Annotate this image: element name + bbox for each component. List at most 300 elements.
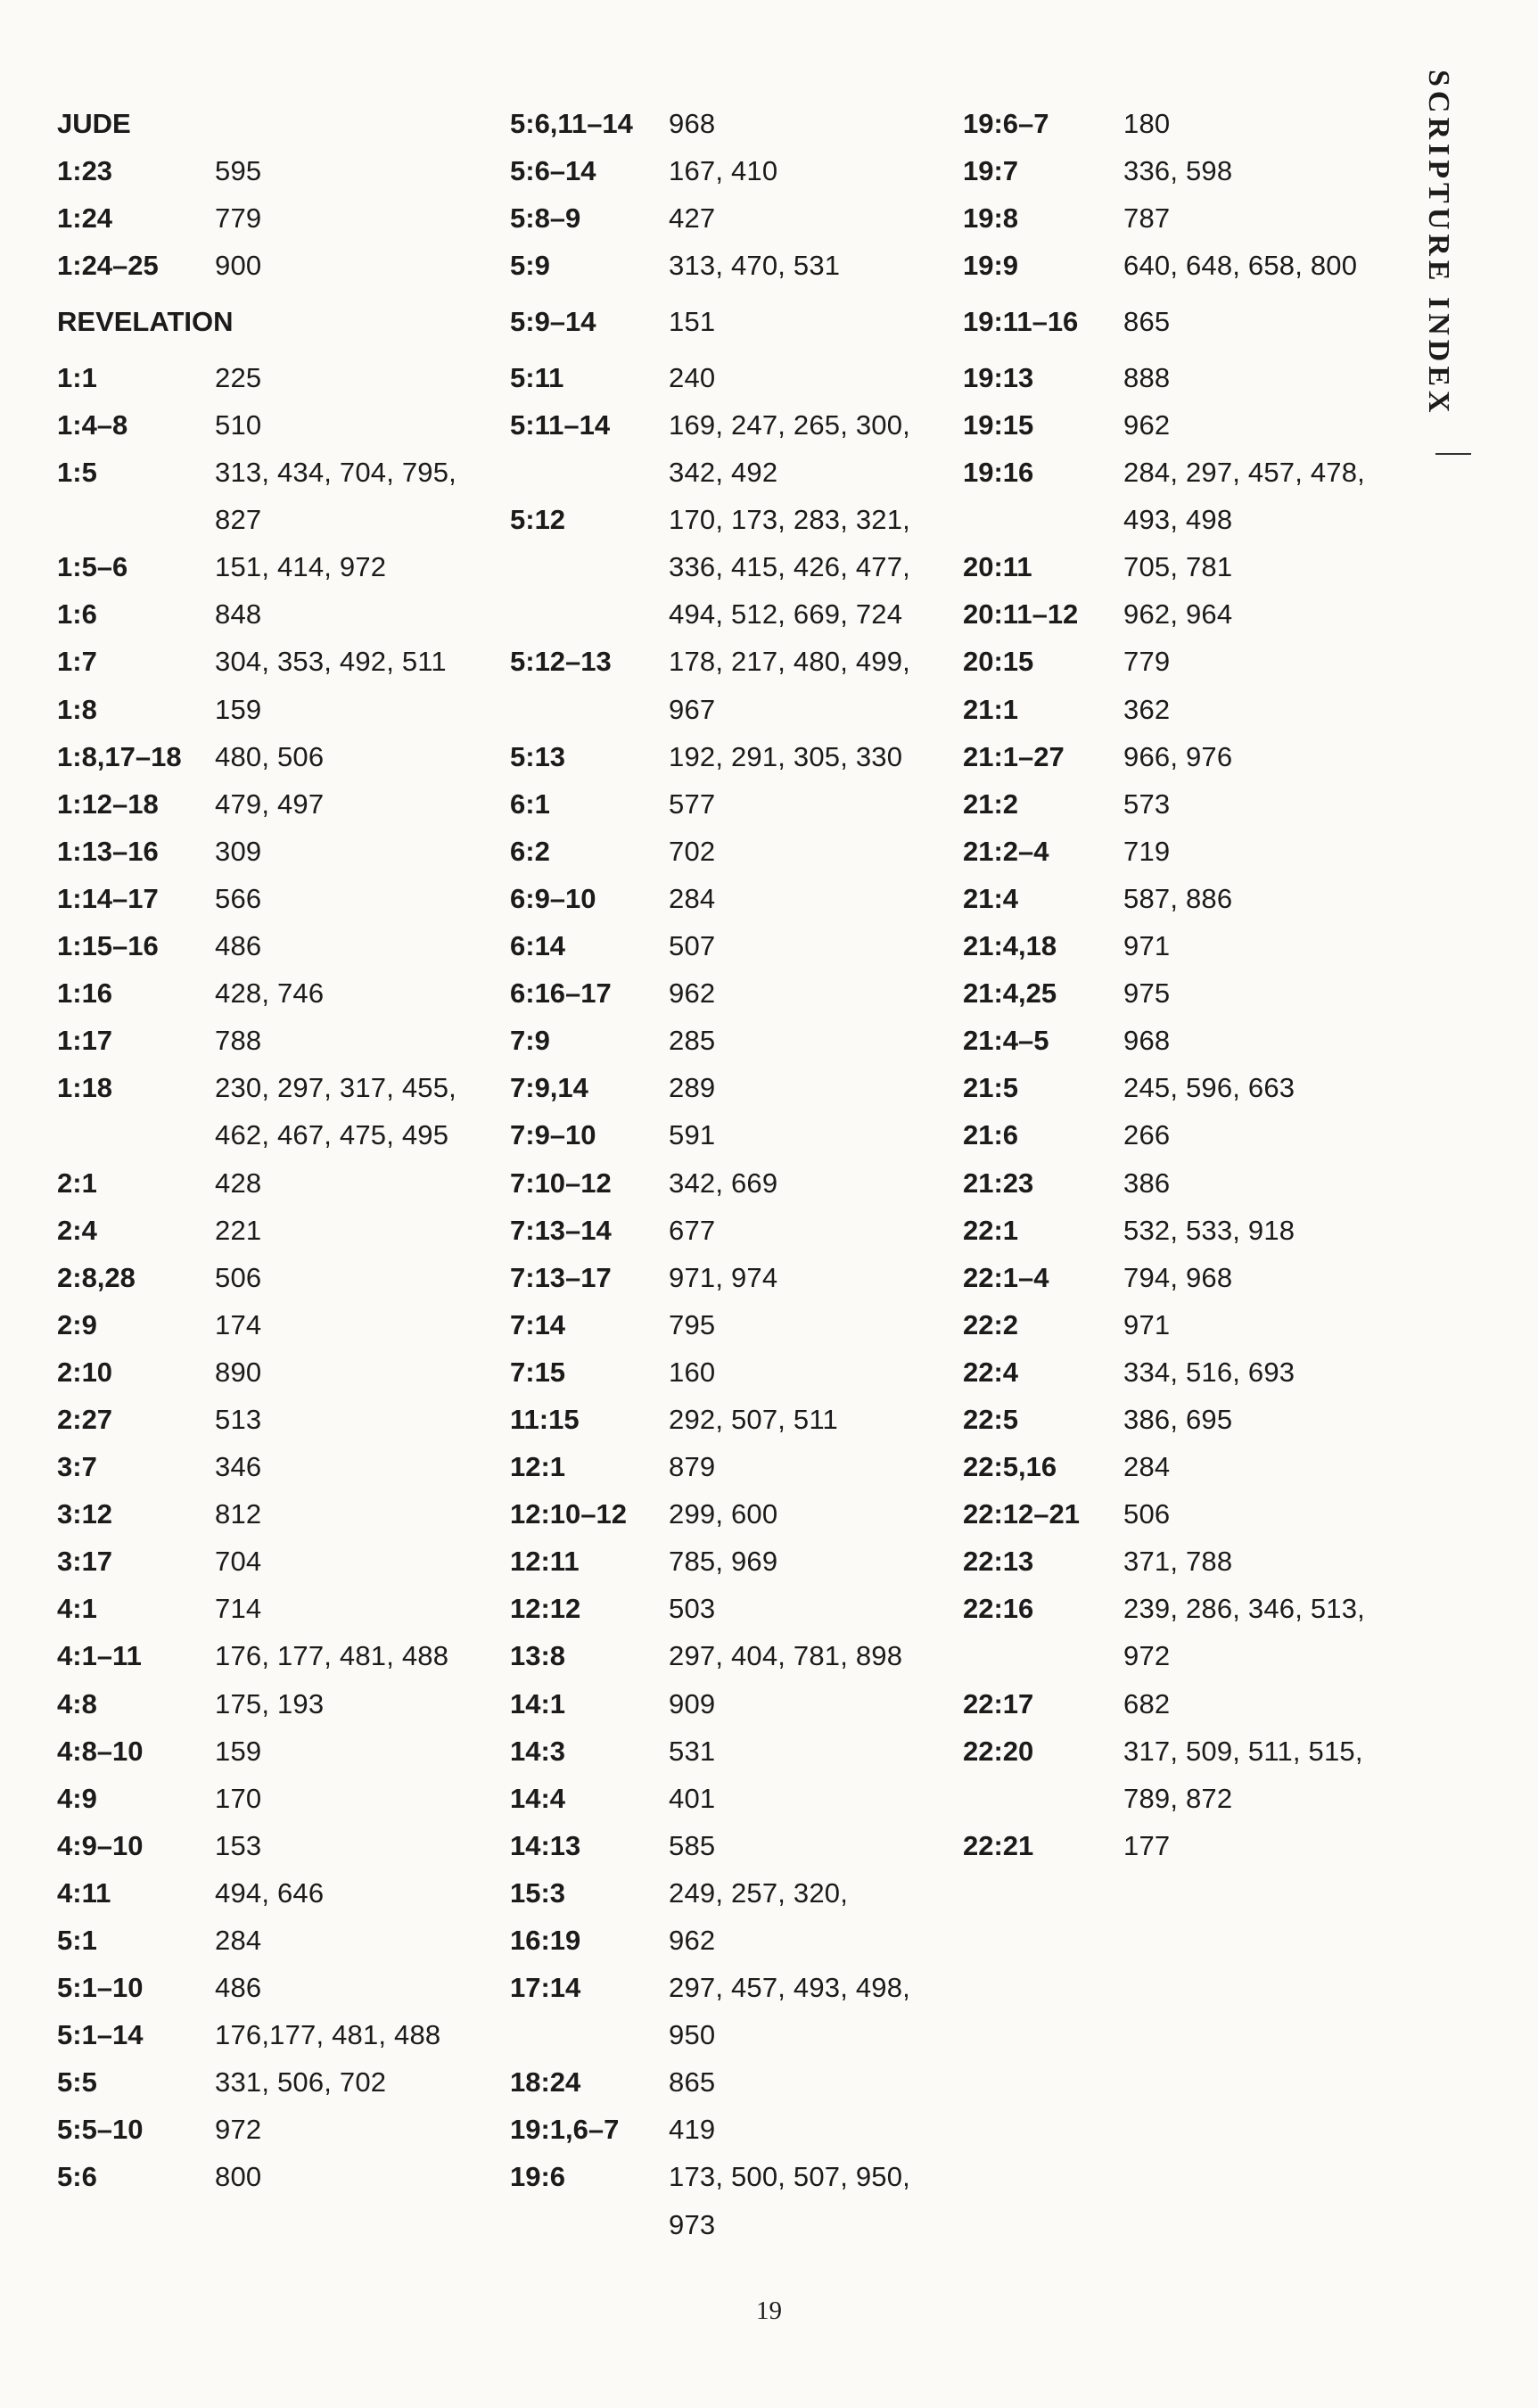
index-entry (963, 1348, 1409, 1396)
book-heading-text: REVELATION (57, 305, 234, 337)
scripture-reference: 19:11–16 (963, 305, 1079, 337)
index-entry (510, 1965, 960, 2012)
scripture-reference: 17:14 (510, 1972, 581, 2004)
hymn-numbers: 167, 410 (669, 154, 778, 186)
hymn-numbers: 486 (215, 930, 262, 962)
index-entry (57, 1207, 512, 1254)
hymn-numbers: 971 (1123, 1308, 1171, 1340)
scripture-reference: 1:16 (57, 977, 113, 1010)
index-entry (57, 1444, 512, 1491)
scripture-reference: 6:16–17 (510, 977, 612, 1010)
index-entry (510, 1586, 960, 1633)
index-entry (963, 733, 1409, 780)
hymn-numbers: 704 (215, 1546, 262, 1578)
index-entry (963, 1301, 1409, 1348)
index-entry (57, 2012, 512, 2059)
scripture-reference: 21:4 (963, 882, 1019, 914)
hymn-numbers: 480, 506 (215, 740, 325, 772)
scripture-reference: 5:1 (57, 1925, 97, 1957)
index-entry (963, 686, 1409, 733)
index-entry (57, 1112, 512, 1159)
index-entry (57, 1633, 512, 1680)
index-column-3 (963, 100, 1409, 1869)
scripture-reference: 5:5–10 (57, 2114, 144, 2146)
page-number: 19 (756, 2297, 782, 2325)
index-entry (963, 1159, 1409, 1207)
index-entry (510, 289, 960, 354)
hymn-numbers: 178, 217, 480, 499, (669, 646, 910, 678)
index-entry (57, 2154, 512, 2201)
hymn-numbers: 159 (215, 693, 262, 725)
scripture-reference: 15:3 (510, 1876, 566, 1909)
hymn-numbers: 812 (215, 1498, 262, 1530)
scripture-reference: 13:8 (510, 1640, 566, 1672)
scripture-reference: 20:11–12 (963, 598, 1079, 631)
hymn-numbers: 585 (669, 1829, 716, 1861)
index-entry (57, 1254, 512, 1301)
scripture-reference: 22:5,16 (963, 1451, 1057, 1483)
hymn-numbers: 151 (669, 305, 716, 337)
hymn-numbers: 890 (215, 1356, 262, 1388)
index-entry (963, 875, 1409, 922)
hymn-numbers: 513 (215, 1403, 262, 1435)
scripture-reference: 2:8,28 (57, 1261, 136, 1293)
scripture-reference: 5:11–14 (510, 409, 611, 441)
hymn-numbers: 962, 964 (1123, 598, 1233, 631)
scripture-reference: 4:11 (57, 1876, 111, 1909)
hymn-numbers: 284, 297, 457, 478, (1123, 457, 1365, 489)
index-entry (510, 1396, 960, 1443)
index-entry (963, 1491, 1409, 1538)
index-entry (963, 497, 1409, 544)
index-entry (57, 1538, 512, 1586)
index-entry (57, 923, 512, 970)
scripture-reference: 5:1–10 (57, 1972, 144, 2004)
hymn-numbers: 795 (669, 1308, 716, 1340)
scripture-reference: 5:13 (510, 740, 566, 772)
hymn-numbers: 827 (215, 504, 262, 536)
hymn-numbers: 573 (1123, 788, 1171, 820)
hymn-numbers: 153 (215, 1829, 262, 1861)
index-entry (510, 1254, 960, 1301)
index-entry (963, 194, 1409, 242)
scripture-reference: 4:9 (57, 1782, 97, 1814)
hymn-numbers: 972 (1123, 1640, 1171, 1672)
index-entry (57, 1301, 512, 1348)
index-entry (963, 828, 1409, 875)
hymn-numbers: 346 (215, 1451, 262, 1483)
hymn-numbers: 176, 177, 481, 488 (215, 1640, 449, 1672)
hymn-numbers: 342, 492 (669, 457, 778, 489)
index-entry (963, 449, 1409, 497)
scripture-reference: 14:4 (510, 1782, 566, 1814)
hymn-numbers: 159 (215, 1735, 262, 1767)
index-entry (963, 780, 1409, 828)
scripture-reference: 20:15 (963, 646, 1034, 678)
index-entry (57, 1018, 512, 1065)
hymn-numbers: 493, 498 (1123, 504, 1233, 536)
hymn-numbers: 245, 596, 663 (1123, 1072, 1295, 1104)
scripture-reference: 1:8,17–18 (57, 740, 182, 772)
scripture-reference: 5:6,11–14 (510, 107, 633, 139)
hymn-numbers: 428, 746 (215, 977, 325, 1010)
index-entry (57, 242, 512, 289)
index-entry (57, 733, 512, 780)
scripture-reference: 21:2–4 (963, 835, 1049, 867)
scripture-reference: 1:24–25 (57, 249, 159, 281)
hymn-numbers: 800 (215, 2161, 262, 2193)
hymn-numbers: 180 (1123, 107, 1171, 139)
index-entry (57, 1775, 512, 1822)
scripture-reference: 16:19 (510, 1925, 581, 1957)
scripture-reference: 2:10 (57, 1356, 113, 1388)
index-entry (510, 2012, 960, 2059)
index-entry (510, 1633, 960, 1680)
index-entry (57, 1869, 512, 1917)
index-entry (57, 780, 512, 828)
hymn-numbers: 968 (1123, 1025, 1171, 1057)
hymn-numbers: 779 (215, 202, 262, 234)
hymn-numbers: 362 (1123, 693, 1171, 725)
scripture-reference: 4:1 (57, 1593, 97, 1625)
index-entry (57, 639, 512, 686)
index-entry (963, 147, 1409, 194)
hymn-numbers: 677 (669, 1214, 716, 1246)
index-entry (963, 1822, 1409, 1869)
scripture-reference: 3:12 (57, 1498, 113, 1530)
scripture-reference: 1:5–6 (57, 551, 128, 583)
scripture-reference: 19:8 (963, 202, 1019, 234)
hymn-numbers: 401 (669, 1782, 716, 1814)
hymn-numbers: 297, 457, 493, 498, (669, 1972, 910, 2004)
hymn-numbers: 900 (215, 249, 262, 281)
hymn-numbers: 336, 598 (1123, 154, 1233, 186)
hymn-numbers: 779 (1123, 646, 1171, 678)
scripture-reference: 19:7 (963, 154, 1019, 186)
hymn-numbers: 317, 509, 511, 515, (1123, 1735, 1363, 1767)
hymn-numbers: 331, 506, 702 (215, 2066, 387, 2099)
hymn-numbers: 682 (1123, 1687, 1171, 1719)
scripture-reference: 2:1 (57, 1167, 97, 1199)
hymn-numbers: 785, 969 (669, 1546, 778, 1578)
scripture-reference: 5:1–14 (57, 2019, 144, 2051)
scripture-reference: 1:6 (57, 598, 97, 631)
index-entry (510, 100, 960, 147)
scripture-reference: 3:17 (57, 1546, 113, 1578)
hymn-numbers: 240 (669, 361, 716, 393)
scripture-reference: 22:1–4 (963, 1261, 1049, 1293)
hymn-numbers: 192, 291, 305, 330 (669, 740, 903, 772)
index-entry (963, 923, 1409, 970)
scripture-reference: 21:2 (963, 788, 1019, 820)
scripture-reference: 21:4,18 (963, 930, 1057, 962)
scripture-reference: 21:4–5 (963, 1025, 1049, 1057)
hymn-numbers: 506 (1123, 1498, 1171, 1530)
scripture-reference: 6:2 (510, 835, 550, 867)
hymn-numbers: 971 (1123, 930, 1171, 962)
scripture-reference: 11:15 (510, 1403, 580, 1435)
hymn-numbers: 313, 470, 531 (669, 249, 841, 281)
hymn-numbers: 292, 507, 511 (669, 1403, 838, 1435)
index-entry (510, 591, 960, 639)
index-entry (510, 1538, 960, 1586)
scripture-reference: 21:1 (963, 693, 1019, 725)
index-entry (963, 1018, 1409, 1065)
scripture-reference: 1:18 (57, 1072, 113, 1104)
index-entry (57, 875, 512, 922)
index-entry (510, 875, 960, 922)
hymn-numbers: 719 (1123, 835, 1171, 867)
index-entry (510, 733, 960, 780)
hymn-numbers: 284 (669, 882, 716, 914)
scripture-reference: 19:13 (963, 361, 1034, 393)
index-entry (57, 828, 512, 875)
hymn-numbers: 289 (669, 1072, 716, 1104)
index-entry (57, 591, 512, 639)
hymn-numbers: 170 (215, 1782, 262, 1814)
side-title-rule (1435, 453, 1471, 455)
scripture-reference: 3:7 (57, 1451, 97, 1483)
scripture-reference: 1:15–16 (57, 930, 159, 962)
scripture-reference: 7:9–10 (510, 1119, 596, 1151)
side-title (1407, 70, 1469, 484)
scripture-reference: 4:1–11 (57, 1640, 142, 1672)
hymn-numbers: 284 (1123, 1451, 1171, 1483)
hymn-numbers: 494, 512, 669, 724 (669, 598, 903, 631)
hymn-numbers: 334, 516, 693 (1123, 1356, 1295, 1388)
index-entry (57, 1491, 512, 1538)
hymn-numbers: 428 (215, 1167, 262, 1199)
index-entry (963, 1065, 1409, 1112)
hymn-numbers: 225 (215, 361, 262, 393)
hymn-numbers: 299, 600 (669, 1498, 778, 1530)
scripture-reference: 5:5 (57, 2066, 97, 2099)
scripture-reference: 1:7 (57, 646, 97, 678)
scripture-reference: 5:6–14 (510, 154, 596, 186)
index-entry (963, 242, 1409, 289)
hymn-numbers: 595 (215, 154, 262, 186)
scripture-reference: 1:13–16 (57, 835, 159, 867)
scripture-reference: 19:9 (963, 249, 1019, 281)
scripture-reference: 5:8–9 (510, 202, 581, 234)
index-entry (963, 354, 1409, 401)
index-entry (963, 639, 1409, 686)
scripture-reference: 7:13–14 (510, 1214, 612, 1246)
scripture-reference: 22:4 (963, 1356, 1019, 1388)
scripture-reference: 7:14 (510, 1308, 566, 1340)
index-entry (57, 1396, 512, 1443)
hymn-numbers: 702 (669, 835, 716, 867)
scripture-reference: 7:10–12 (510, 1167, 612, 1199)
hymn-numbers: 462, 467, 475, 495 (215, 1119, 449, 1151)
index-entry (963, 1207, 1409, 1254)
index-entry (963, 1586, 1409, 1633)
index-entry (510, 1018, 960, 1065)
index-entry (510, 1775, 960, 1822)
hymn-numbers: 177 (1123, 1829, 1171, 1861)
index-entry (963, 1728, 1409, 1775)
scripture-reference: 22:2 (963, 1308, 1019, 1340)
hymn-numbers: 865 (1123, 305, 1171, 337)
hymn-numbers: 532, 533, 918 (1123, 1214, 1295, 1246)
hymn-numbers: 788 (215, 1025, 262, 1057)
hymn-numbers: 967 (669, 693, 716, 725)
scripture-reference: 14:1 (510, 1687, 566, 1719)
index-entry (963, 1775, 1409, 1822)
scripture-reference: 20:11 (963, 551, 1032, 583)
index-column-2 (510, 100, 960, 2248)
index-entry (510, 194, 960, 242)
scripture-reference: 1:8 (57, 693, 97, 725)
hymn-numbers: 591 (669, 1119, 716, 1151)
index-entry (57, 1728, 512, 1775)
index-entry (510, 970, 960, 1018)
scripture-reference: 22:20 (963, 1735, 1034, 1767)
hymn-numbers: 794, 968 (1123, 1261, 1233, 1293)
index-entry (57, 1159, 512, 1207)
hymn-numbers: 587, 886 (1123, 882, 1233, 914)
scripture-reference: 6:14 (510, 930, 566, 962)
scripture-reference: 1:17 (57, 1025, 113, 1057)
scripture-reference: 19:1,6–7 (510, 2114, 620, 2146)
hymn-numbers: 507 (669, 930, 716, 962)
scripture-reference: 12:11 (510, 1546, 580, 1578)
scripture-reference: 2:27 (57, 1403, 113, 1435)
index-entry (510, 1822, 960, 1869)
scripture-reference: 5:12–13 (510, 646, 612, 678)
scripture-reference: 2:9 (57, 1308, 97, 1340)
scripture-reference: 22:1 (963, 1214, 1019, 1246)
index-entry (963, 100, 1409, 147)
hymn-numbers: 160 (669, 1356, 716, 1388)
hymn-numbers: 968 (669, 107, 716, 139)
hymn-numbers: 973 (669, 2208, 716, 2240)
hymn-numbers: 173, 500, 507, 950, (669, 2161, 910, 2193)
hymn-numbers: 479, 497 (215, 788, 325, 820)
scripture-reference: 22:17 (963, 1687, 1034, 1719)
hymn-numbers: 848 (215, 598, 262, 631)
index-entry (510, 354, 960, 401)
index-entry (57, 194, 512, 242)
index-entry (510, 242, 960, 289)
scripture-reference: 6:9–10 (510, 882, 596, 914)
hymn-numbers: 304, 353, 492, 511 (215, 646, 447, 678)
hymn-numbers: 577 (669, 788, 716, 820)
scripture-reference: 21:4,25 (963, 977, 1057, 1010)
hymn-numbers: 284 (215, 1925, 262, 1957)
scripture-reference: 7:15 (510, 1356, 566, 1388)
hymn-numbers: 230, 297, 317, 455, (215, 1072, 456, 1104)
hymn-numbers: 386, 695 (1123, 1403, 1233, 1435)
index-entry (963, 1538, 1409, 1586)
hymn-numbers: 371, 788 (1123, 1546, 1233, 1578)
index-entry (510, 544, 960, 591)
hymn-numbers: 503 (669, 1593, 716, 1625)
index-entry (510, 1917, 960, 1964)
index-entry (510, 686, 960, 733)
scripture-reference: 22:21 (963, 1829, 1034, 1861)
hymn-numbers: 787 (1123, 202, 1171, 234)
index-entry (510, 1869, 960, 1917)
index-entry (510, 2154, 960, 2201)
scripture-reference: 5:9–14 (510, 305, 596, 337)
scripture-reference: 22:12–21 (963, 1498, 1081, 1530)
book-heading (57, 100, 512, 147)
hymn-numbers: 174 (215, 1308, 262, 1340)
scripture-reference: 12:10–12 (510, 1498, 628, 1530)
index-entry (510, 1112, 960, 1159)
index-entry (510, 1348, 960, 1396)
scripture-reference: 4:8 (57, 1687, 97, 1719)
hymn-numbers: 285 (669, 1025, 716, 1057)
scripture-reference: 1:14–17 (57, 882, 159, 914)
index-entry (510, 780, 960, 828)
index-entry (57, 2107, 512, 2154)
scripture-reference: 19:15 (963, 409, 1034, 441)
index-entry (57, 1065, 512, 1112)
index-entry (510, 639, 960, 686)
hymn-numbers: 342, 669 (669, 1167, 778, 1199)
hymn-numbers: 888 (1123, 361, 1171, 393)
scripture-reference: 12:12 (510, 1593, 581, 1625)
index-entry (57, 1822, 512, 1869)
hymn-numbers: 950 (669, 2019, 716, 2051)
index-entry (57, 497, 512, 544)
index-entry (510, 1207, 960, 1254)
hymn-numbers: 427 (669, 202, 716, 234)
index-entry (57, 1680, 512, 1728)
hymn-numbers: 249, 257, 320, (669, 1876, 849, 1909)
hymn-numbers: 169, 247, 265, 300, (669, 409, 910, 441)
hymn-numbers: 239, 286, 346, 513, (1123, 1593, 1365, 1625)
index-entry (57, 147, 512, 194)
index-entry (510, 1680, 960, 1728)
scripture-reference: 21:5 (963, 1072, 1019, 1104)
scripture-reference: 5:9 (510, 249, 550, 281)
hymn-numbers: 386 (1123, 1167, 1171, 1199)
index-entry (963, 544, 1409, 591)
index-column-1 (57, 100, 512, 2201)
index-entry (510, 1301, 960, 1348)
hymn-numbers: 151, 414, 972 (215, 551, 387, 583)
scripture-reference: 14:3 (510, 1735, 566, 1767)
scripture-reference: 1:24 (57, 202, 113, 234)
scripture-reference: 2:4 (57, 1214, 97, 1246)
index-entry (963, 1254, 1409, 1301)
index-entry (963, 1112, 1409, 1159)
hymn-numbers: 789, 872 (1123, 1782, 1233, 1814)
scripture-reference: 19:6 (510, 2161, 566, 2193)
index-entry (57, 686, 512, 733)
index-entry (57, 1586, 512, 1633)
scripture-reference: 4:9–10 (57, 1829, 144, 1861)
side-title-text: SCRIPTURE INDEX (1422, 70, 1455, 417)
hymn-numbers: 971, 974 (669, 1261, 778, 1293)
scripture-reference: 21:23 (963, 1167, 1034, 1199)
scripture-reference: 1:1 (57, 361, 97, 393)
hymn-numbers: 962 (669, 1925, 716, 1957)
scripture-reference: 19:6–7 (963, 107, 1049, 139)
hymn-numbers: 313, 434, 704, 795, (215, 457, 456, 489)
hymn-numbers: 297, 404, 781, 898 (669, 1640, 903, 1672)
index-entry (510, 2059, 960, 2107)
scripture-reference: 1:12–18 (57, 788, 159, 820)
index-entry (510, 401, 960, 449)
hymn-numbers: 714 (215, 1593, 262, 1625)
scripture-reference: 12:1 (510, 1451, 566, 1483)
hymn-numbers: 510 (215, 409, 262, 441)
scripture-reference: 21:6 (963, 1119, 1019, 1151)
